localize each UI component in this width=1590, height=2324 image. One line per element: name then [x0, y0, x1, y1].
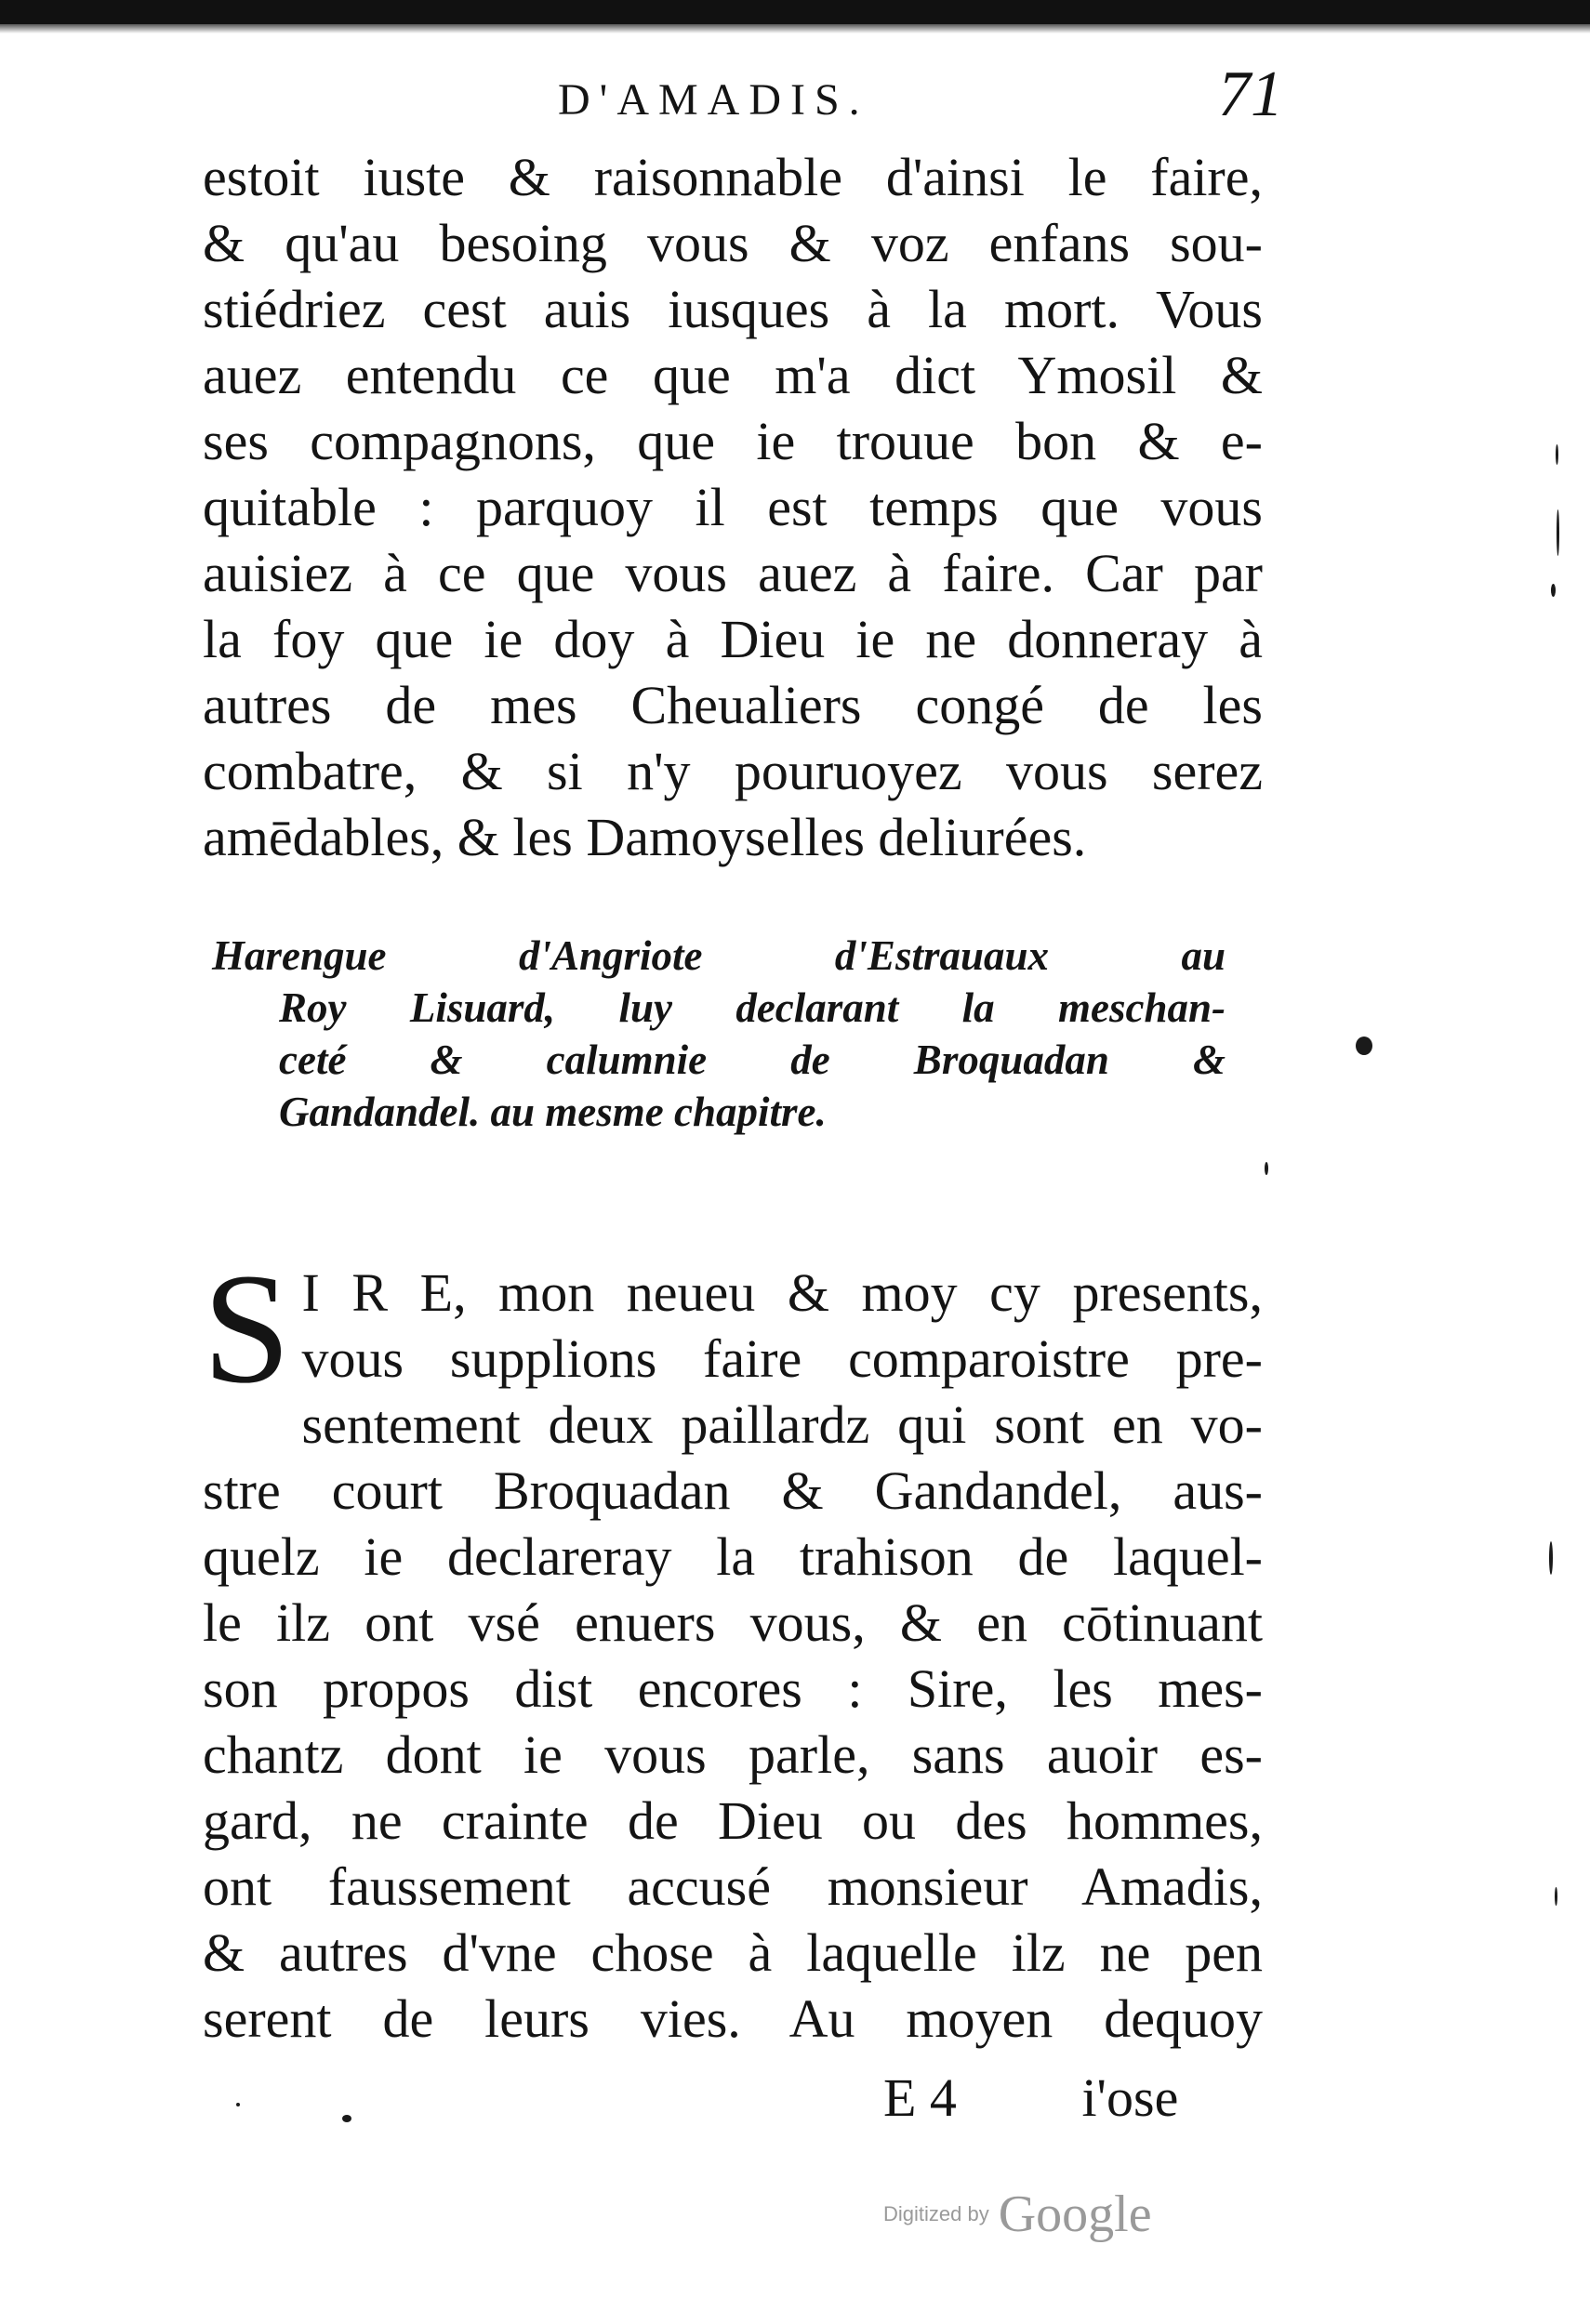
page-top-shadow: [0, 24, 1590, 33]
text-line: son propos dist encores : Sire, les mes-: [203, 1658, 1263, 1719]
text-line: serent de leurs vies. Au moyen dequoy: [203, 1988, 1263, 2049]
text-line: auisiez à ce que vous auez à faire. Car par: [203, 543, 1263, 603]
watermark-prefix: Digitized by: [883, 2202, 989, 2225]
scan-artifact: [1556, 444, 1558, 465]
section-heading: [212, 930, 1226, 1138]
text-line: chantz dont ie vous parle, sans auoir es-: [203, 1724, 1263, 1785]
text-line: quitable : parquoy il est temps que vous: [203, 477, 1263, 537]
heading-line: Harengue d'Angriote d'Estrauaux au: [212, 932, 1226, 979]
text-line: le ilz ont vsé enuers vous, & en cōtinuant: [203, 1592, 1263, 1653]
heading-line: Roy Lisuard, luy declarant la meschan-: [279, 984, 1226, 1031]
page-number: 71: [1218, 59, 1283, 130]
text-line: gard, ne crainte de Dieu ou des hommes,: [203, 1790, 1263, 1851]
text-line: auez entendu ce que m'a dict Ymosil &: [203, 345, 1263, 405]
page-top-edge: [0, 0, 1590, 24]
scan-artifact: [1551, 584, 1556, 597]
page-footer: [883, 2066, 1178, 2131]
text-line: ont faussement accusé monsieur Amadis,: [203, 1856, 1263, 1917]
text-line: estoit iuste & raisonnable d'ainsi le faire,: [203, 147, 1263, 207]
heading-line: ceté & calumnie de Broquadan &: [279, 1037, 1226, 1083]
signature-mark: E 4: [883, 2067, 957, 2128]
text-line: stre court Broquadan & Gandandel, aus-: [203, 1460, 1263, 1521]
text-line: & autres d'vne chose à laquelle ilz ne pen: [203, 1922, 1263, 1983]
scan-artifact: [236, 2103, 240, 2106]
paragraph-2: [203, 1241, 1263, 2052]
text-line: & qu'au besoing vous & voz enfans sou-: [203, 213, 1263, 273]
running-head: D'AMADIS.: [558, 75, 869, 125]
scan-artifact: [1265, 1162, 1268, 1175]
text-line: I R E, mon neueu & moy cy presents,: [301, 1262, 1263, 1323]
watermark-brand: Google: [998, 2185, 1152, 2243]
text-line: quelz ie declareray la trahison de laquel-: [203, 1526, 1263, 1587]
scan-artifact: [1555, 1887, 1557, 1906]
catchword: i'ose: [1081, 2067, 1179, 2128]
scan-artifact: [1557, 509, 1559, 556]
text-line: autres de mes Cheualiers congé de les: [203, 675, 1263, 735]
text-line: sentement deux paillardz qui sont en vo-: [301, 1394, 1263, 1455]
text-line: amēdables, & les Damoyselles deliurées.: [203, 807, 1087, 867]
paragraph-1: [203, 144, 1263, 870]
text-line: ses compagnons, que ie trouue bon & e-: [203, 411, 1263, 471]
scan-artifact: [342, 2115, 351, 2122]
scan-artifact: [1549, 1541, 1553, 1575]
drop-cap: S: [203, 1241, 291, 1416]
heading-line: Gandandel. au mesme chapitre.: [279, 1089, 827, 1135]
digitization-watermark: [883, 2185, 1152, 2244]
ink-blot: [1356, 1037, 1372, 1055]
text-line: vous supplions faire comparoistre pre-: [301, 1328, 1263, 1389]
text-line: combatre, & si n'y pouruoyez vous serez: [203, 741, 1263, 801]
text-line: la foy que ie doy à Dieu ie ne donneray à: [203, 609, 1263, 669]
text-line: stiédriez cest auis iusques à la mort. Vous: [203, 279, 1263, 339]
